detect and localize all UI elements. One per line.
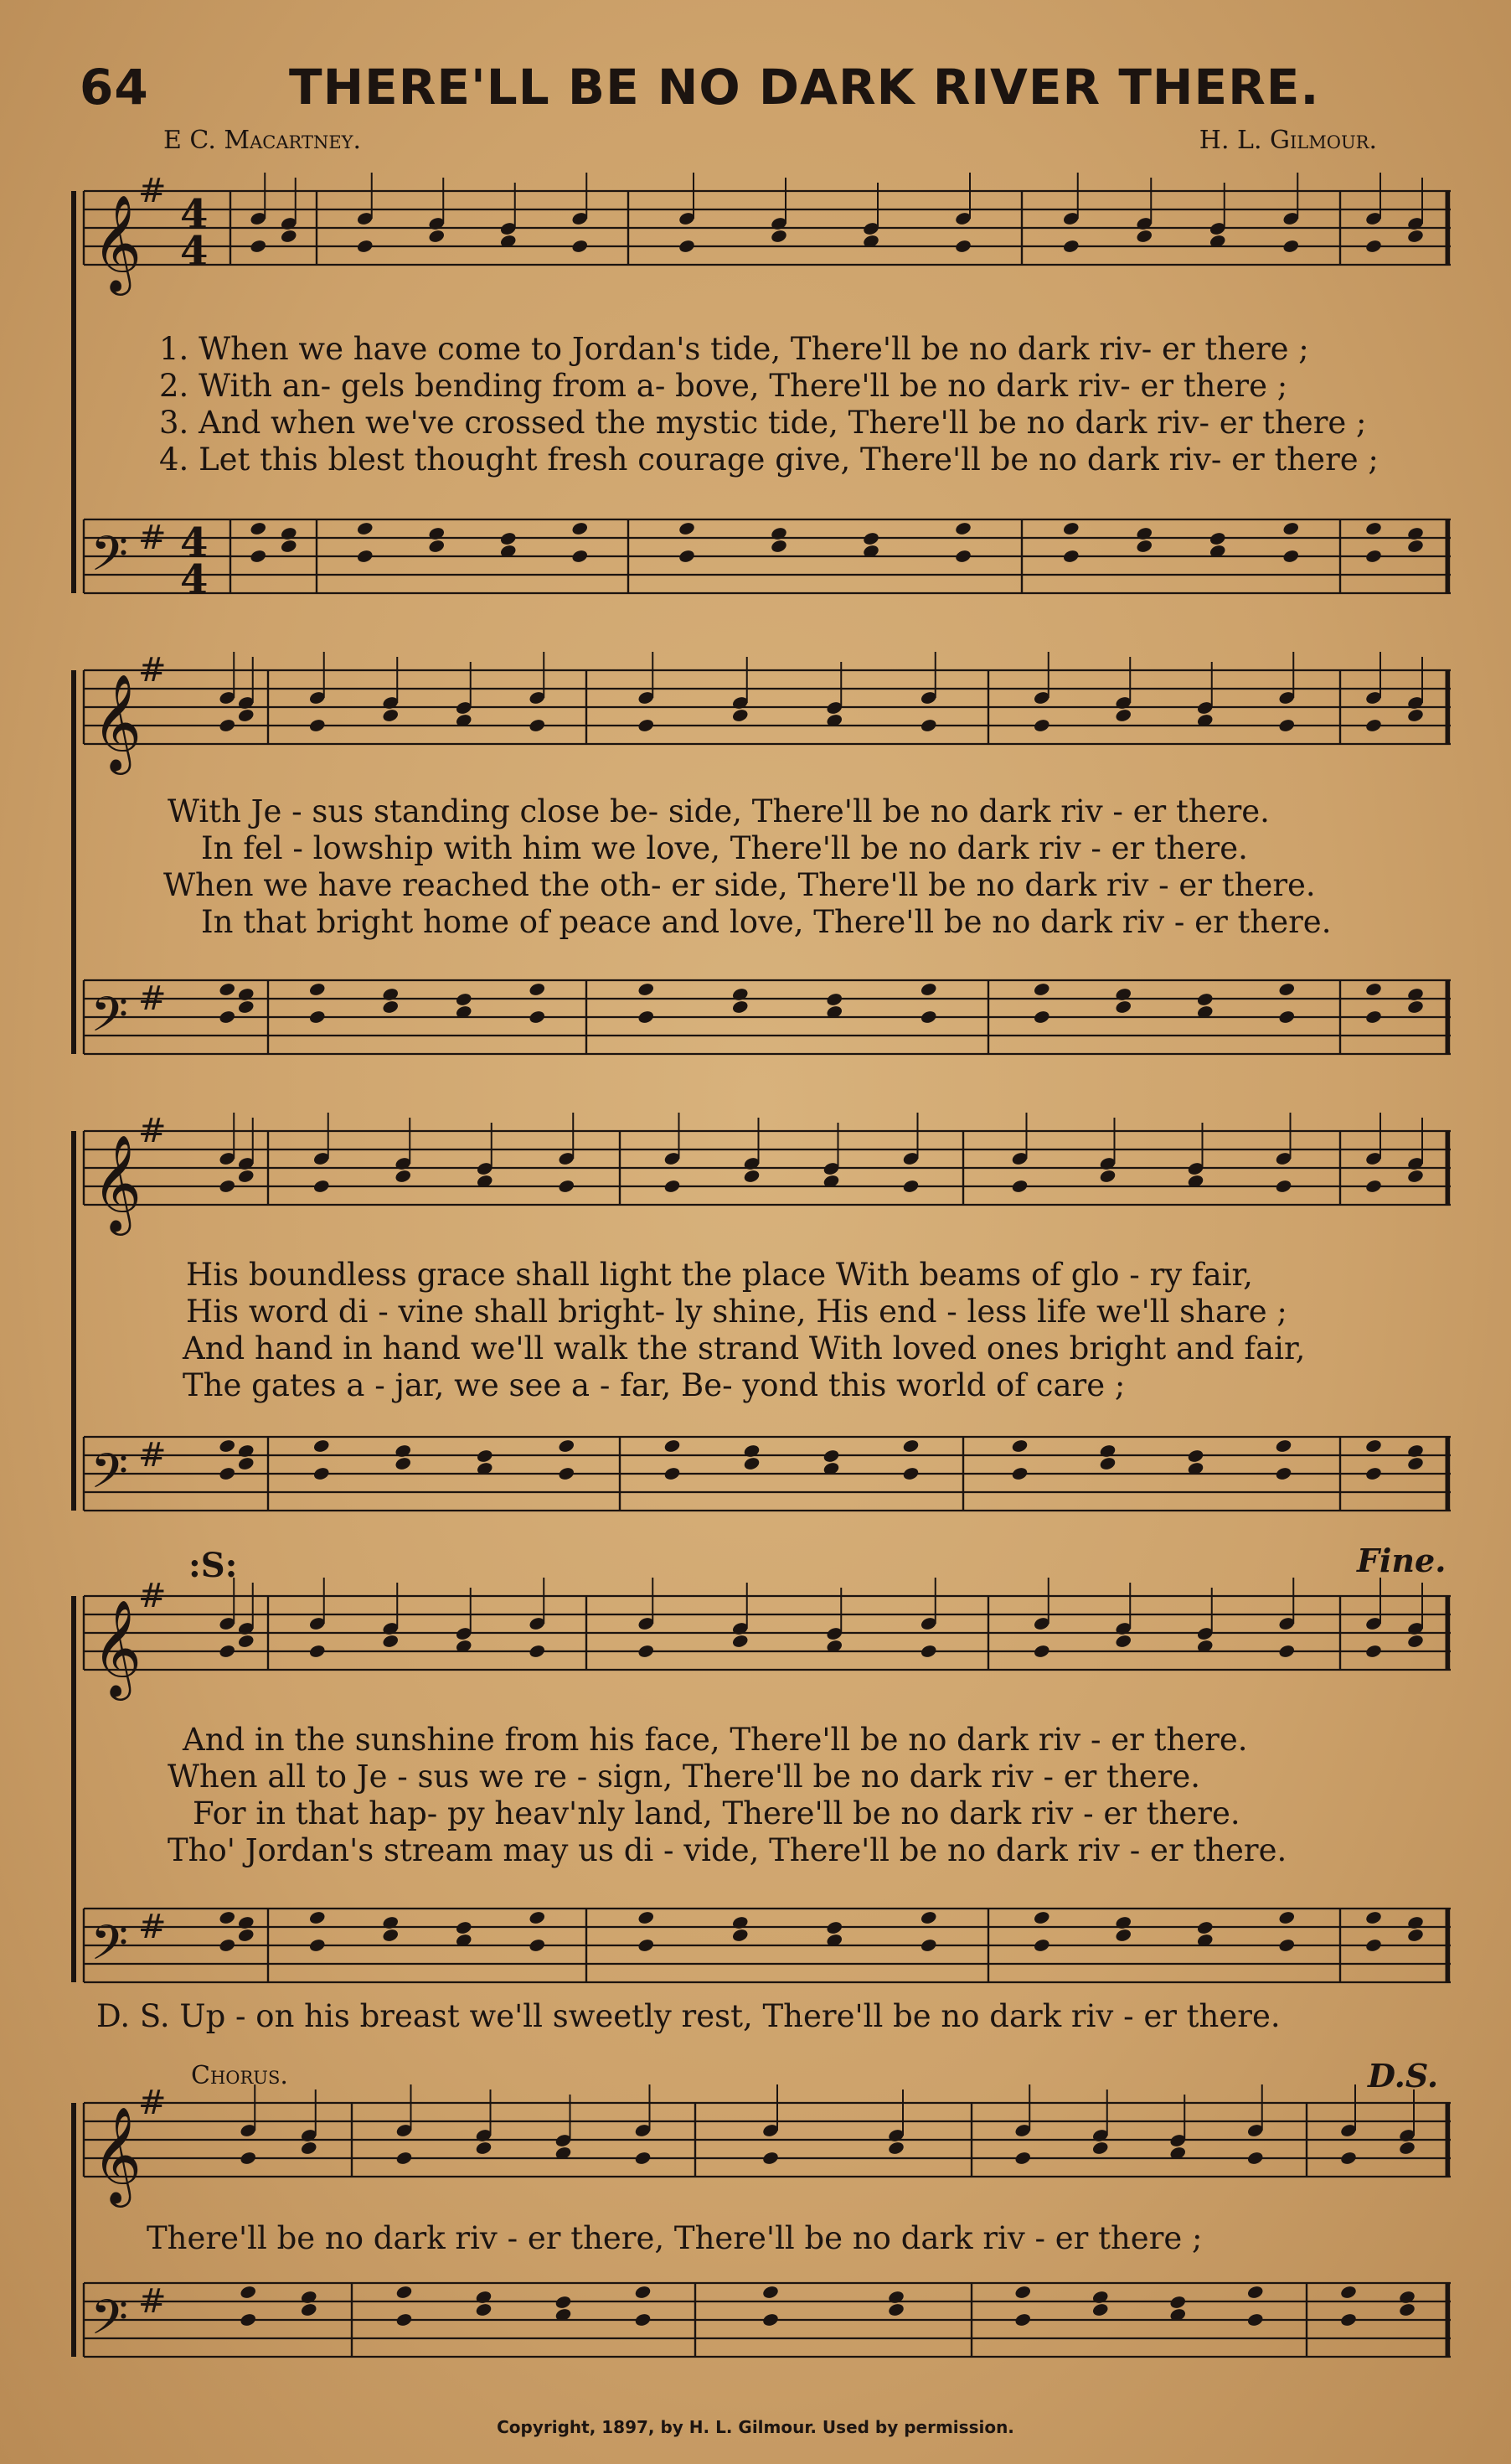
- note-head: [1136, 539, 1153, 554]
- note-head: [1115, 708, 1132, 723]
- note-head: [237, 708, 255, 723]
- note-head: [1099, 1444, 1116, 1459]
- page-number: 64: [80, 59, 149, 116]
- note-head: [312, 1179, 330, 1194]
- note-head: [312, 1439, 330, 1454]
- note-head: [1196, 992, 1214, 1007]
- note-head: [356, 239, 374, 254]
- note-head: [1406, 1444, 1424, 1459]
- note-head: [823, 1449, 840, 1464]
- note-head: [663, 1439, 681, 1454]
- note-head: [1275, 1439, 1292, 1454]
- note-head: [1406, 1000, 1424, 1015]
- note-head: [1398, 2302, 1416, 2317]
- note-head: [571, 549, 589, 564]
- note-head: [1246, 2151, 1264, 2166]
- note-head: [770, 526, 787, 541]
- note-head: [1339, 2285, 1357, 2300]
- note-head: [1406, 708, 1424, 723]
- note-head: [1364, 1466, 1382, 1481]
- note-head: [395, 1456, 412, 1471]
- note-head: [475, 2302, 492, 2317]
- note-head: [1033, 982, 1050, 997]
- note-head: [250, 239, 267, 254]
- note-head: [637, 982, 655, 997]
- key-sharp: #: [138, 172, 167, 211]
- note-head: [678, 549, 695, 564]
- note-head: [280, 526, 297, 541]
- note-head: [1099, 1169, 1116, 1184]
- verse-line: And in the sunshine from his face, There'll be no dark riv - er there.: [183, 1722, 1248, 1758]
- note-head: [356, 521, 374, 536]
- note-head: [382, 708, 400, 723]
- note-head: [1091, 2290, 1109, 2305]
- note-head: [300, 2290, 317, 2305]
- note-head: [395, 2312, 413, 2327]
- note-head: [731, 1915, 749, 1930]
- note-head: [1062, 239, 1080, 254]
- note-head: [731, 1928, 749, 1943]
- note-head: [761, 2151, 779, 2166]
- note-head: [770, 539, 787, 554]
- note-head: [1278, 1010, 1296, 1025]
- note-head: [237, 987, 255, 1002]
- note-head: [1062, 521, 1080, 536]
- note-head: [637, 1938, 655, 1953]
- note-head: [1406, 1169, 1424, 1184]
- time-signature: 4: [180, 228, 209, 275]
- note-head: [382, 1634, 400, 1649]
- treble-clef: 𝄞: [92, 194, 142, 292]
- note-head: [1115, 1634, 1132, 1649]
- note-head: [529, 1010, 546, 1025]
- note-head: [637, 718, 655, 733]
- key-sharp: #: [138, 2282, 167, 2322]
- note-head: [237, 1456, 255, 1471]
- copyright-notice: Copyright, 1897, by H. L. Gilmour. Used by permission.: [497, 2417, 1014, 2437]
- note-head: [1099, 1456, 1116, 1471]
- note-head: [1364, 1010, 1382, 1025]
- note-head: [1398, 2141, 1416, 2156]
- note-head: [395, 2285, 413, 2300]
- note-head: [382, 1928, 400, 1943]
- key-sharp: #: [138, 519, 167, 558]
- note-head: [902, 1179, 920, 1194]
- note-head: [1282, 239, 1300, 254]
- key-sharp: #: [138, 651, 167, 690]
- note-head: [308, 1644, 326, 1659]
- note-head: [1364, 1179, 1382, 1194]
- note-head: [571, 521, 589, 536]
- note-head: [887, 2141, 905, 2156]
- note-head: [731, 1634, 749, 1649]
- note-head: [1115, 987, 1132, 1002]
- verse-line: The gates a - jar, we see a - far, Be- yond this world of care ;: [183, 1367, 1126, 1403]
- note-head: [663, 1466, 681, 1481]
- verse-line: Tho' Jordan's stream may us di - vide, There'll be no dark riv - er there.: [168, 1832, 1287, 1868]
- note-head: [280, 539, 297, 554]
- note-head: [862, 531, 879, 546]
- time-signature: 4: [180, 191, 209, 238]
- note-head: [743, 1444, 761, 1459]
- note-head: [219, 718, 236, 733]
- note-head: [308, 718, 326, 733]
- note-head: [1398, 2290, 1416, 2305]
- note-head: [428, 526, 446, 541]
- note-head: [1246, 2285, 1264, 2300]
- note-head: [308, 982, 326, 997]
- verse-line: And hand in hand we'll walk the strand With loved ones bright and fair,: [183, 1330, 1306, 1366]
- note-head: [1091, 2302, 1109, 2317]
- note-head: [1406, 229, 1424, 244]
- verse-line: In fel - lowship with him we love, There'll be no dark riv - er there.: [201, 830, 1248, 866]
- note-head: [1136, 526, 1153, 541]
- verse-line: 4. Let this blest thought fresh courage give, There'll be no dark riv- er there ;: [159, 442, 1379, 478]
- bass-clef: 𝄢: [90, 986, 129, 1055]
- note-head: [1364, 1910, 1382, 1925]
- note-head: [920, 1010, 937, 1025]
- note-head: [558, 1466, 575, 1481]
- note-head: [743, 1169, 761, 1184]
- note-head: [1275, 1466, 1292, 1481]
- note-head: [954, 239, 972, 254]
- verse-line: 1. When we have come to Jordan's tide, There'll be no dark riv- er there ;: [159, 331, 1309, 367]
- note-head: [237, 1444, 255, 1459]
- note-head: [637, 1910, 655, 1925]
- note-head: [1364, 718, 1382, 733]
- note-head: [1115, 1928, 1132, 1943]
- verse-line: When all to Je - sus we re - sign, There'll be no dark riv - er there.: [168, 1759, 1200, 1795]
- note-head: [743, 1456, 761, 1471]
- note-head: [634, 2151, 652, 2166]
- verse-line: His word di - vine shall bright- ly shine, His end - less life we'll share ;: [186, 1294, 1287, 1330]
- note-head: [902, 1439, 920, 1454]
- note-head: [1062, 549, 1080, 564]
- key-sharp: #: [138, 979, 167, 1019]
- note-head: [1364, 1938, 1382, 1953]
- verse-line: His boundless grace shall light the place With beams of glo - ry fair,: [186, 1257, 1253, 1293]
- verse-line: When we have reached the oth- er side, There'll be no dark riv - er there.: [163, 867, 1316, 903]
- note-head: [826, 1920, 843, 1935]
- note-head: [637, 1644, 655, 1659]
- note-head: [1033, 1010, 1050, 1025]
- note-head: [634, 2285, 652, 2300]
- note-head: [499, 531, 517, 546]
- note-head: [1364, 1439, 1382, 1454]
- note-head: [1278, 718, 1296, 733]
- note-head: [1278, 982, 1296, 997]
- note-head: [1406, 1928, 1424, 1943]
- note-head: [395, 1169, 412, 1184]
- note-head: [382, 1000, 400, 1015]
- note-head: [1406, 526, 1424, 541]
- lyricist-credit: E C. Macartney.: [163, 126, 362, 155]
- note-head: [1169, 2295, 1187, 2310]
- key-sharp: #: [138, 1908, 167, 1947]
- note-head: [529, 718, 546, 733]
- key-sharp: #: [138, 1577, 167, 1616]
- key-sharp: #: [138, 2084, 167, 2123]
- note-head: [219, 1466, 236, 1481]
- note-head: [1406, 1634, 1424, 1649]
- note-head: [250, 549, 267, 564]
- note-head: [529, 1644, 546, 1659]
- note-head: [954, 521, 972, 536]
- note-head: [887, 2290, 905, 2305]
- note-head: [1033, 1910, 1050, 1925]
- note-head: [731, 1000, 749, 1015]
- note-head: [663, 1179, 681, 1194]
- note-head: [1275, 1179, 1292, 1194]
- note-head: [1033, 718, 1050, 733]
- note-head: [1033, 1938, 1050, 1953]
- note-head: [1187, 1449, 1204, 1464]
- bass-clef: 𝄢: [90, 525, 129, 594]
- note-head: [240, 2151, 257, 2166]
- note-head: [1364, 239, 1382, 254]
- treble-clef: 𝄞: [92, 673, 142, 771]
- note-head: [731, 987, 749, 1002]
- note-head: [1364, 549, 1382, 564]
- note-head: [455, 1920, 472, 1935]
- note-head: [237, 1634, 255, 1649]
- note-head: [219, 1938, 236, 1953]
- note-head: [761, 2285, 779, 2300]
- note-head: [1033, 1644, 1050, 1659]
- note-head: [920, 1644, 937, 1659]
- note-head: [219, 982, 236, 997]
- verse-line: 2. With an- gels bending from a- bove, There'll be no dark riv- er there ;: [159, 368, 1288, 404]
- note-head: [1011, 1439, 1029, 1454]
- note-head: [300, 2141, 317, 2156]
- hymn-title: THERE'LL BE NO DARK RIVER THERE.: [289, 59, 1320, 116]
- note-head: [678, 239, 695, 254]
- composer-credit: H. L. Gilmour.: [1199, 126, 1377, 155]
- bass-clef: 𝄢: [90, 2289, 129, 2358]
- note-head: [219, 1910, 236, 1925]
- note-head: [770, 229, 787, 244]
- note-head: [1406, 1915, 1424, 1930]
- note-head: [1011, 1466, 1029, 1481]
- note-head: [558, 1179, 575, 1194]
- note-head: [1115, 1915, 1132, 1930]
- note-head: [731, 708, 749, 723]
- note-head: [308, 1010, 326, 1025]
- key-sharp: #: [138, 1112, 167, 1151]
- note-head: [395, 2151, 413, 2166]
- note-head: [920, 1910, 937, 1925]
- note-head: [529, 1938, 546, 1953]
- chorus-lyric: There'll be no dark riv - er there, There'll be no dark riv - er there ;: [147, 2220, 1203, 2256]
- note-head: [428, 229, 446, 244]
- note-head: [475, 2290, 492, 2305]
- note-head: [826, 992, 843, 1007]
- note-head: [219, 1644, 236, 1659]
- note-head: [637, 1010, 655, 1025]
- note-head: [1406, 987, 1424, 1002]
- treble-clef: 𝄞: [92, 1599, 142, 1697]
- verse-line: 3. And when we've crossed the mystic tide, There'll be no dark riv- er there ;: [159, 405, 1367, 441]
- fine-marking: Fine.: [1357, 1542, 1447, 1579]
- note-head: [1364, 982, 1382, 997]
- note-head: [308, 1910, 326, 1925]
- treble-clef: 𝄞: [92, 2105, 142, 2203]
- note-head: [920, 1938, 937, 1953]
- note-head: [529, 982, 546, 997]
- note-head: [887, 2302, 905, 2317]
- note-head: [1091, 2141, 1109, 2156]
- note-head: [920, 982, 937, 997]
- note-head: [678, 521, 695, 536]
- note-head: [1406, 539, 1424, 554]
- note-head: [250, 521, 267, 536]
- note-head: [382, 1915, 400, 1930]
- note-head: [554, 2295, 572, 2310]
- note-head: [1014, 2312, 1032, 2327]
- verse-line: With Je - sus standing close be- side, There'll be no dark riv - er there.: [168, 793, 1270, 829]
- note-head: [237, 1169, 255, 1184]
- note-head: [1364, 521, 1382, 536]
- chorus-label: Chorus.: [191, 2061, 288, 2090]
- segno-sign: :S:: [188, 1546, 238, 1585]
- note-head: [475, 2141, 492, 2156]
- bass-clef: 𝄢: [90, 1914, 129, 1983]
- note-head: [1209, 531, 1226, 546]
- note-head: [428, 539, 446, 554]
- treble-clef: 𝄞: [92, 1134, 142, 1232]
- note-head: [1014, 2151, 1032, 2166]
- note-head: [476, 1449, 493, 1464]
- note-head: [571, 239, 589, 254]
- note-head: [1136, 229, 1153, 244]
- note-head: [529, 1910, 546, 1925]
- note-head: [219, 1439, 236, 1454]
- note-head: [308, 1938, 326, 1953]
- time-signature: 4: [180, 519, 209, 566]
- note-head: [1282, 521, 1300, 536]
- note-head: [1246, 2312, 1264, 2327]
- note-head: [920, 718, 937, 733]
- note-head: [1339, 2312, 1357, 2327]
- note-head: [902, 1466, 920, 1481]
- note-head: [1196, 1920, 1214, 1935]
- note-head: [1115, 1000, 1132, 1015]
- note-head: [634, 2312, 652, 2327]
- note-head: [1014, 2285, 1032, 2300]
- note-head: [219, 1010, 236, 1025]
- note-head: [237, 1915, 255, 1930]
- ds-marking: D.S.: [1368, 2057, 1439, 2095]
- time-signature: 4: [180, 556, 209, 603]
- note-head: [280, 229, 297, 244]
- note-head: [1011, 1179, 1029, 1194]
- note-head: [455, 992, 472, 1007]
- verse-line: In that bright home of peace and love, There'll be no dark riv - er there.: [201, 904, 1332, 940]
- note-head: [237, 1928, 255, 1943]
- note-head: [237, 1000, 255, 1015]
- note-head: [1282, 549, 1300, 564]
- note-head: [1364, 1644, 1382, 1659]
- note-head: [240, 2285, 257, 2300]
- note-head: [240, 2312, 257, 2327]
- note-head: [1278, 1910, 1296, 1925]
- note-head: [761, 2312, 779, 2327]
- note-head: [1339, 2151, 1357, 2166]
- note-head: [558, 1439, 575, 1454]
- bass-clef: 𝄢: [90, 1443, 129, 1511]
- note-head: [219, 1179, 236, 1194]
- note-head: [300, 2302, 317, 2317]
- note-head: [1278, 1644, 1296, 1659]
- note-head: [954, 549, 972, 564]
- verse-line: For in that hap- py heav'nly land, There'll be no dark riv - er there.: [193, 1795, 1240, 1831]
- key-sharp: #: [138, 1436, 167, 1475]
- note-head: [312, 1466, 330, 1481]
- note-head: [356, 549, 374, 564]
- ds-verse-line: D. S. Up - on his breast we'll sweetly rest, There'll be no dark riv - er there.: [96, 1998, 1281, 2034]
- note-head: [1278, 1938, 1296, 1953]
- note-head: [395, 1444, 412, 1459]
- note-head: [1406, 1456, 1424, 1471]
- note-head: [382, 987, 400, 1002]
